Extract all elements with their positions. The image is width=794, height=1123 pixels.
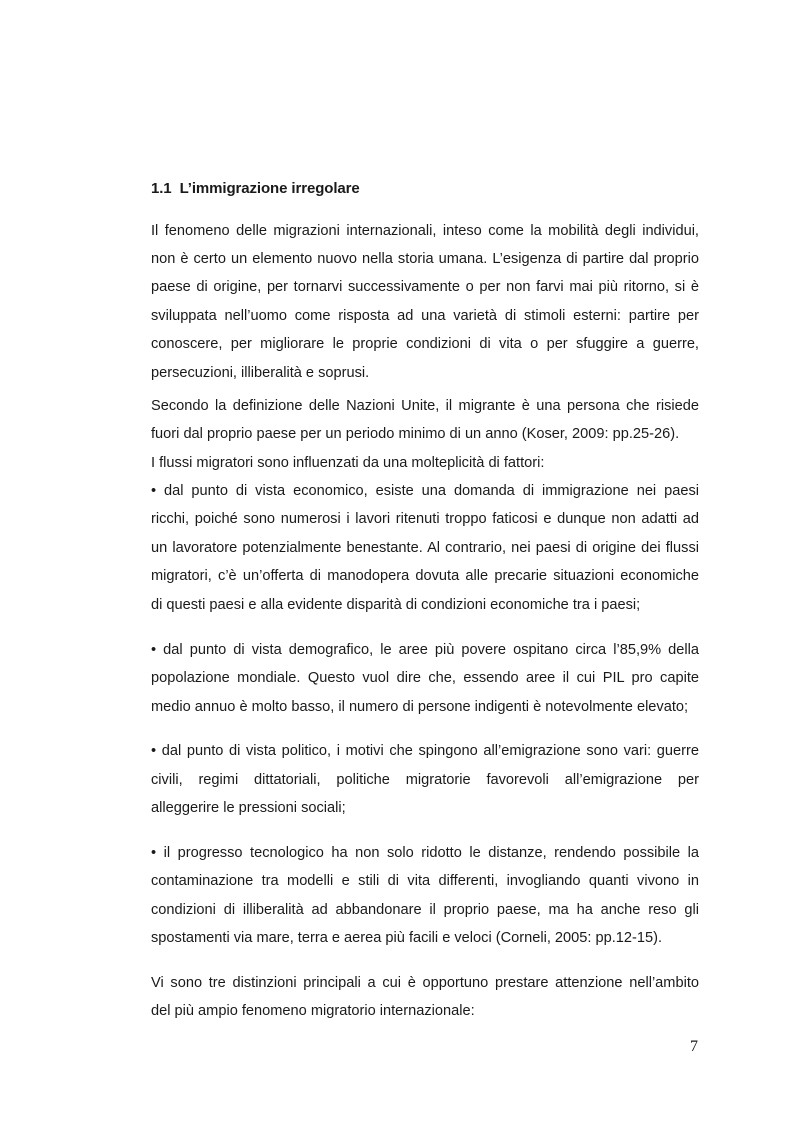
bullet-line: • dal punto di vista economico, esiste una domanda di immigrazione nei paesi <box>151 483 699 499</box>
body-line: sviluppata nell’uomo come risposta ad una varietà di stimoli esterni: partire per <box>151 308 699 324</box>
body-line: un lavoratore potenzialmente benestante. Al contrario, nei paesi di origine dei flussi <box>151 540 699 556</box>
body-line: popolazione mondiale. Questo vuol dire che, essendo aree il cui PIL pro capite <box>151 670 699 686</box>
body-line: migratori, c’è un’offerta di manodopera dovuta alle precarie situazioni economiche <box>151 568 699 584</box>
body-line: alleggerire le pressioni sociali; <box>151 800 346 816</box>
body-line: Secondo la definizione delle Nazioni Unite, il migrante è una persona che risiede <box>151 398 699 414</box>
body-line: contaminazione tra modelli e stili di vita differenti, invogliando quanti vivono in <box>151 873 699 889</box>
body-line: di questi paesi e alla evidente disparità di condizioni economiche tra i paesi; <box>151 597 641 613</box>
body-line: spostamenti via mare, terra e aerea più facili e veloci (Corneli, 2005: pp.12-15). <box>151 930 663 946</box>
body-line: Vi sono tre distinzioni principali a cui è opportuno prestare attenzione nell’ambito <box>151 975 699 991</box>
body-line: Il fenomeno delle migrazioni internazionali, inteso come la mobilità degli individui, <box>151 223 699 239</box>
body-line: I flussi migratori sono influenzati da una molteplicità di fattori: <box>151 455 545 471</box>
section-heading <box>151 180 360 197</box>
body-line: non è certo un elemento nuovo nella storia umana. L’esigenza di partire dal proprio <box>151 251 699 267</box>
body-line: ricchi, poiché sono numerosi i lavori ritenuti troppo faticosi e dunque non adatti ad <box>151 511 699 527</box>
bullet-line: • dal punto di vista politico, i motivi che spingono all’emigrazione sono vari: guerre <box>151 743 699 759</box>
body-line: conoscere, per migliorare le proprie condizioni di vita o per sfuggire a guerre, <box>151 336 699 352</box>
section-title: L’immigrazione irregolare <box>179 180 360 197</box>
body-line: fuori dal proprio paese per un periodo minimo di un anno (Koser, 2009: pp.25-26). <box>151 426 680 442</box>
section-number: 1.1 <box>151 180 172 197</box>
body-line: persecuzioni, illiberalità e soprusi. <box>151 365 370 381</box>
page-number: 7 <box>690 1038 698 1055</box>
bullet-line: • il progresso tecnologico ha non solo ridotto le distanze, rendendo possibile la <box>151 845 699 861</box>
body-line: paese di origine, per tornarvi successivamente o per non farvi mai più ritorno, si è <box>151 279 699 295</box>
body-line: medio annuo è molto basso, il numero di persone indigenti è notevolmente elevato; <box>151 699 689 715</box>
body-line: civili, regimi dittatoriali, politiche migratorie favorevoli all’emigrazione per <box>151 772 699 788</box>
bullet-line: • dal punto di vista demografico, le aree più povere ospitano circa l’85,9% della <box>151 642 699 658</box>
body-line: del più ampio fenomeno migratorio internazionale: <box>151 1003 475 1019</box>
body-line: condizioni di illiberalità ad abbandonare il proprio paese, ma ha anche reso gli <box>151 902 699 918</box>
